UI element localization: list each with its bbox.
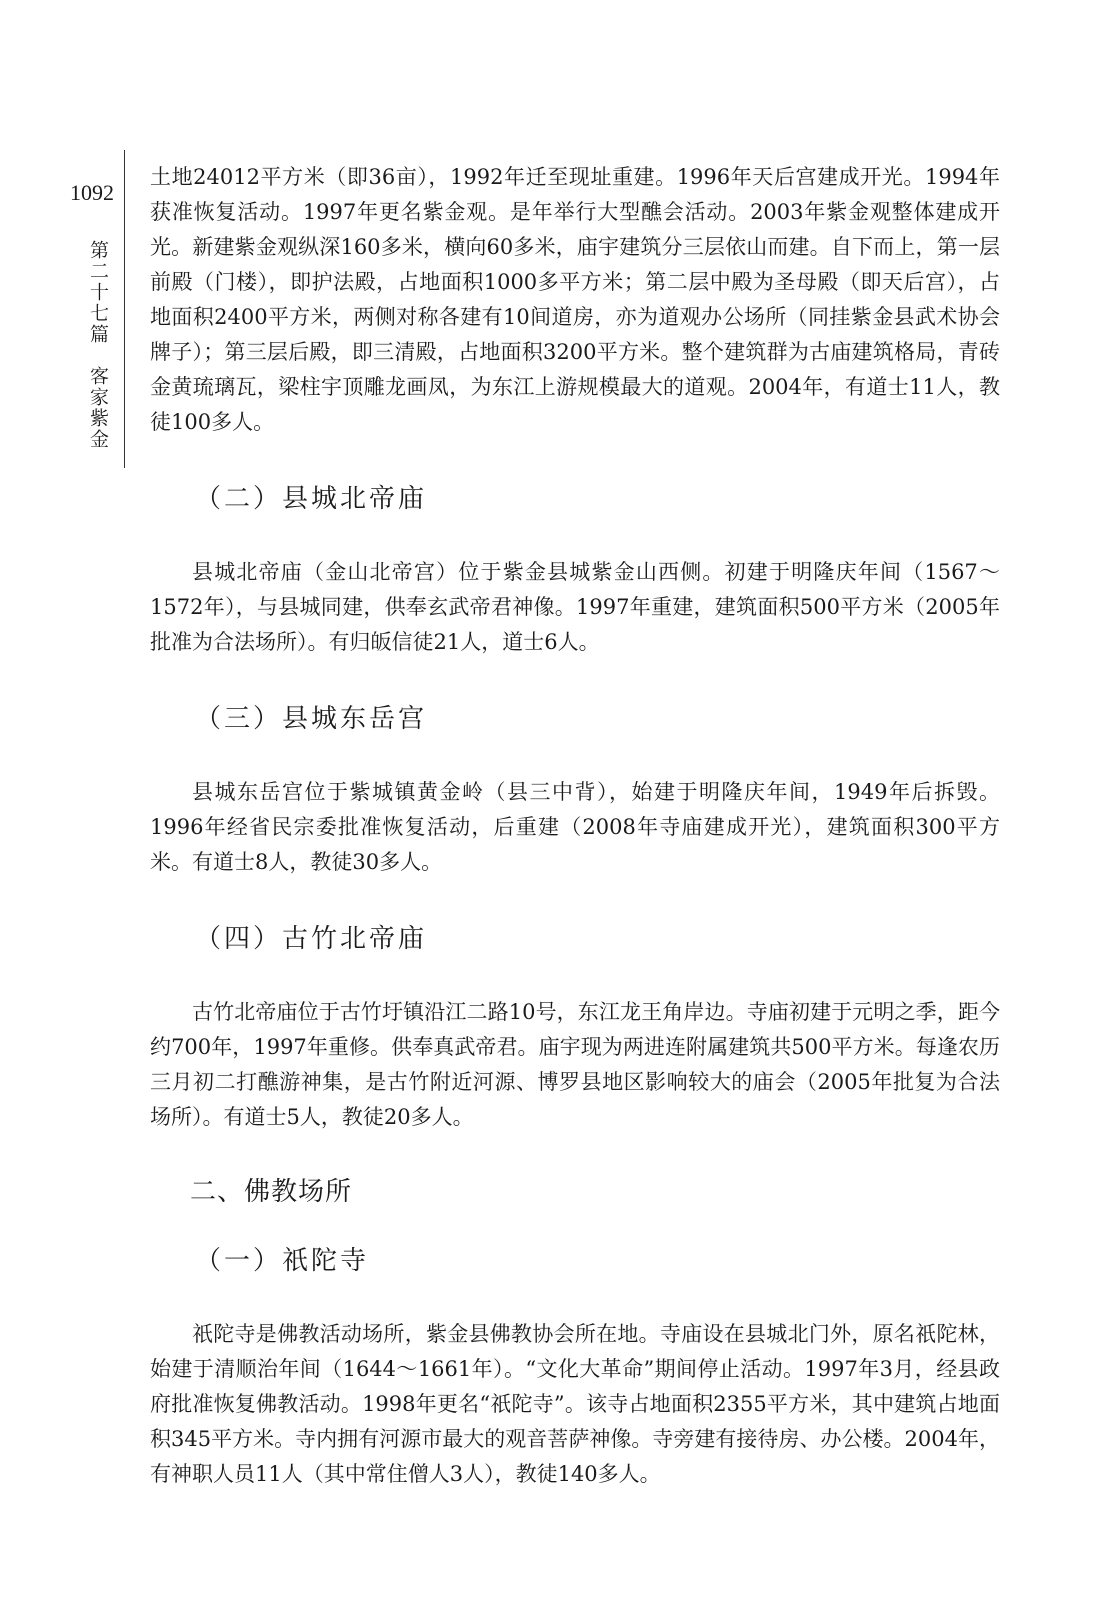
- chapter-side-label: 第二十七篇 客家紫金: [87, 240, 109, 450]
- paragraph-guzhu-beidi-temple: 古竹北帝庙位于古竹圩镇沿江二路10号，东江龙王角岸边。寺庙初建于元明之季，距今约700年，1997年重修。供奉真武帝君。庙宇现为两进连附属建筑共500平方米。每逢农历三月初二打醮游神集，是古竹附近河源、博罗县地区影响较大的庙会（2005年批复为合法场所）。有道士5人，教徒20多人。: [150, 1000, 1000, 1129]
- heading-dongyue-palace: （三）县城东岳宫: [195, 704, 428, 734]
- main-content: [150, 160, 1000, 1492]
- heading-beidi-temple-county: （二）县城北帝庙: [195, 484, 428, 514]
- page-number: 1092: [70, 180, 114, 205]
- heading-buddhist-sites: 二、佛教场所: [190, 1177, 353, 1207]
- heading-guzhu-beidi-temple: （四）古竹北帝庙: [195, 924, 428, 954]
- paragraph-beidi-temple-county: 县城北帝庙（金山北帝宫）位于紫金县城紫金山西侧。初建于明隆庆年间（1567～1572年），与县城同建，供奉玄武帝君神像。1997年重建，建筑面积500平方米（2005年批准为合法场所）。有归皈信徒21人，道士6人。: [150, 560, 1000, 654]
- paragraph-zhituo-temple: 祇陀寺是佛教活动场所，紫金县佛教协会所在地。寺庙设在县城北门外，原名祇陀林，始建于清顺治年间（1644～1661年）。“文化大革命”期间停止活动。1997年3月，经县政府批准恢复佛教活动。1998年更名“祇陀寺”。该寺占地面积2355平方米，其中建筑占地面积345平方米。寺内拥有河源市最大的观音菩萨神像。寺旁建有接待房、办公楼。2004年，有神职人员11人（其中常住僧人3人），教徒140多人。: [150, 1322, 1000, 1486]
- heading-zhituo-temple: （一）祇陀寺: [195, 1246, 370, 1276]
- margin-rule: [124, 150, 125, 468]
- paragraph-zijin-temple: 土地24012平方米（即36亩），1992年迁至现址重建。1996年天后宫建成开光。1994年获准恢复活动。1997年更名紫金观。是年举行大型醮会活动。2003年紫金观整体建成开光。新建紫金观纵深160多米，横向60多米，庙宇建筑分三层依山而建。自下而上，第一层前殿（门楼），即护法殿，占地面积1000多平方米；第二层中殿为圣母殿（即天后宫），占地面积2400平方米，两侧对称各建有10间道房，亦为道观办公场所（同挂紫金县武术协会牌子）；第三层后殿，即三清殿，占地面积3200平方米。整个建筑群为古庙建筑格局，青砖金黄琉璃瓦，梁柱宇顶雕龙画凤，为东江上游规模最大的道观。2004年，有道士11人，教徒100多人。: [150, 165, 1000, 434]
- paragraph-dongyue-palace: 县城东岳宫位于紫城镇黄金岭（县三中背），始建于明隆庆年间，1949年后拆毁。1996年经省民宗委批准恢复活动，后重建（2008年寺庙建成开光），建筑面积300平方米。有道士8人，教徒30多人。: [150, 780, 1000, 874]
